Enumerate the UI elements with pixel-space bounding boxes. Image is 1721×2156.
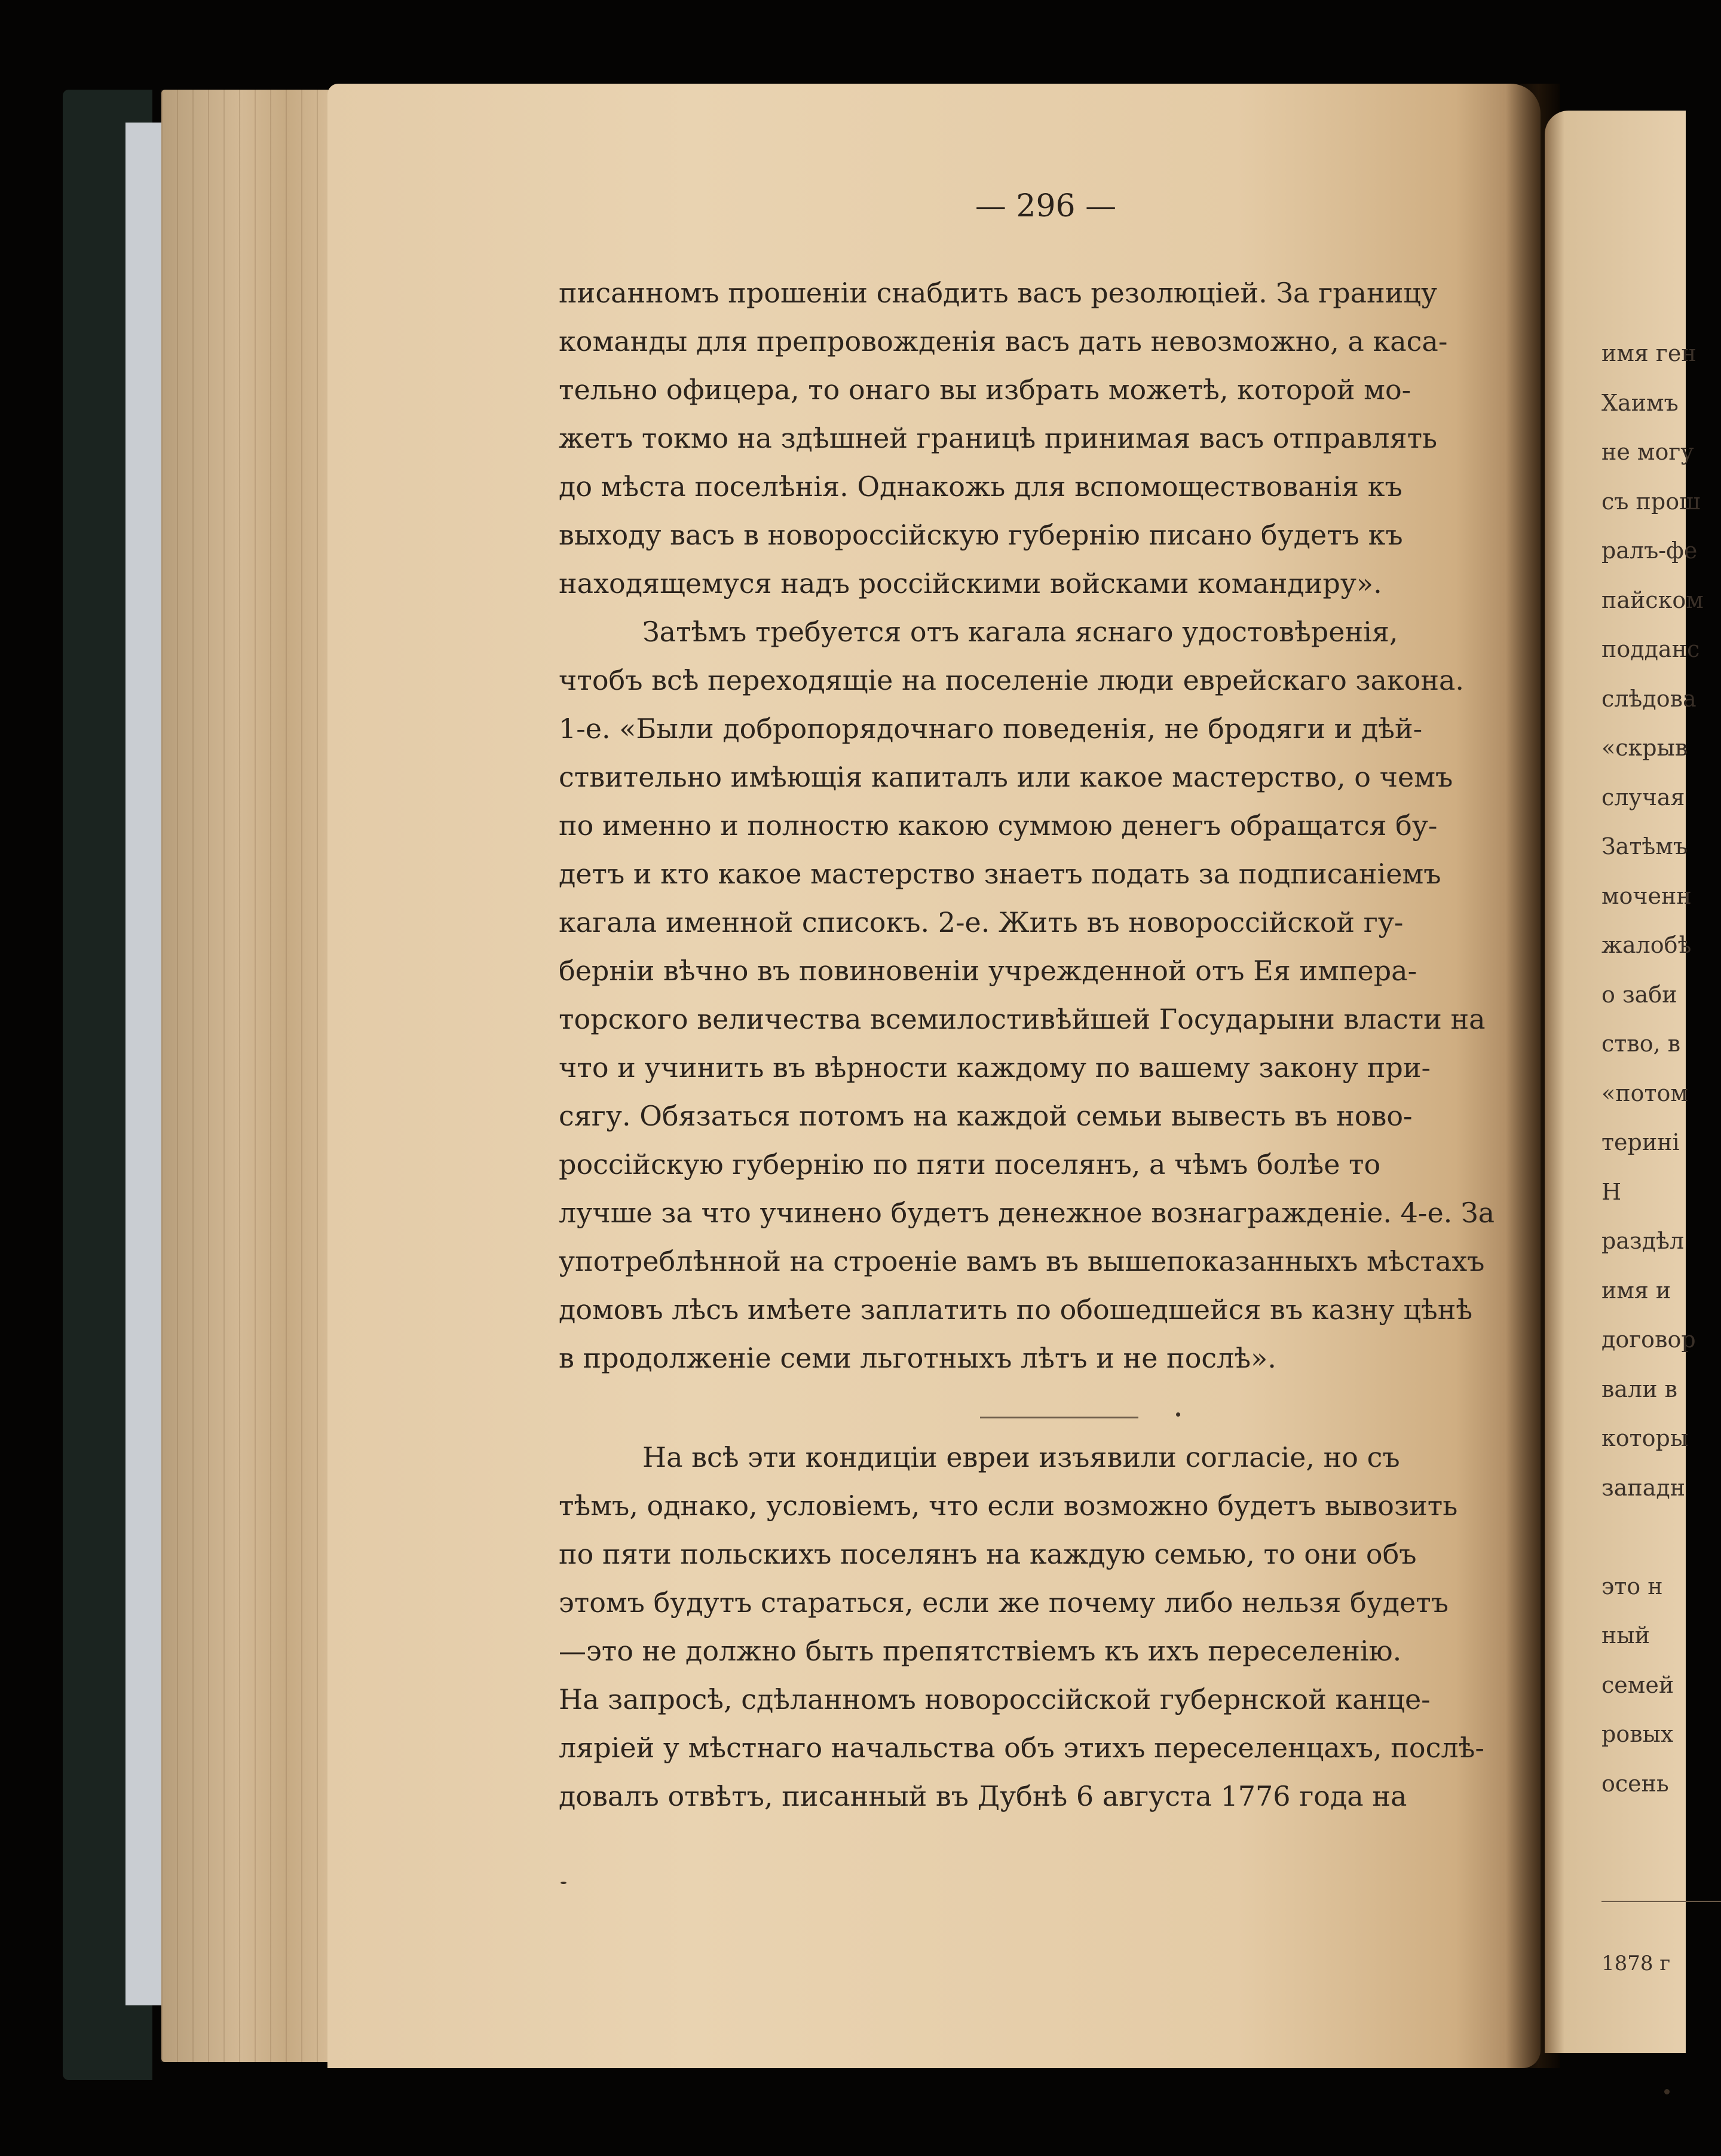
text-line: команды для препровожденія васъ дать невозможно, а каса-: [559, 325, 1448, 357]
right-page-line: ный: [1601, 1622, 1650, 1649]
right-page-line: жалобѣ: [1601, 932, 1692, 958]
text-line: торского величества всемилостивѣйшей Государыни власти на: [559, 1003, 1486, 1035]
right-page-line: осень: [1601, 1770, 1669, 1797]
right-page-text: [1601, 329, 1721, 1808]
text-line: лучше за что учинено будетъ денежное вознагражденіе. 4-е. За: [559, 1197, 1495, 1229]
right-page-line: слѣдова: [1601, 685, 1696, 712]
right-page-line: [1601, 1512, 1721, 1562]
text-line: Затѣмъ требуется отъ кагала яснаго удостовѣренія,: [642, 616, 1398, 648]
right-page-line: ралъ-фе: [1601, 537, 1698, 564]
right-page-line: семей: [1601, 1671, 1674, 1698]
text-line: в продолженіе семи льготныхъ лѣтъ и не послѣ».: [559, 1342, 1276, 1374]
text-line: жетъ токмо на здѣшней границѣ принимая васъ отправлять: [559, 422, 1438, 454]
footnote-rule: [1601, 1901, 1721, 1902]
paper-speck: [1176, 1412, 1180, 1417]
text-line: сягу. Обязаться потомъ на каждой семьи вывесть въ ново-: [559, 1100, 1413, 1132]
right-page-line: западн: [1601, 1474, 1686, 1501]
text-line: ляріей у мѣстнаго начальства объ этихъ переселенцахъ, послѣ-: [559, 1732, 1484, 1764]
right-page-line: раздѣл: [1601, 1228, 1685, 1254]
text-line: На всѣ эти кондиціи евреи изъявили согласіе, но съ: [642, 1441, 1400, 1473]
right-page-line: пайском: [1601, 586, 1704, 613]
right-page-line: «скрыв: [1601, 735, 1688, 761]
paragraph-3: [559, 1433, 1506, 1821]
right-page-line: о заби: [1601, 981, 1677, 1008]
right-page-line: которы: [1601, 1425, 1689, 1451]
right-page-line: моченн: [1601, 882, 1692, 909]
right-page-line: подданс: [1601, 636, 1700, 662]
text-line: выходу васъ в новороссійскую губернію писано будетъ къ: [559, 519, 1403, 551]
text-line: На запросѣ, сдѣланномъ новороссійской губернской канце-: [559, 1683, 1431, 1715]
right-page-line: имя и: [1601, 1277, 1671, 1304]
text-line: по именно и полностю какою суммою денегъ обращатся бу-: [559, 809, 1438, 842]
text-line: тельно офицера, то онаго вы избрать можетѣ, которой мо-: [559, 374, 1411, 406]
right-page-line: Затѣмъ: [1601, 833, 1688, 860]
right-page-line: это н: [1601, 1573, 1663, 1600]
text-line: находящемуся надъ россійскими войсками командиру».: [559, 567, 1382, 600]
right-page-line: съ прош: [1601, 488, 1701, 515]
right-page-line: ровых: [1601, 1721, 1674, 1747]
page-edge-lines: [161, 90, 341, 2062]
text-line: этомъ будутъ стараться, если же почему либо нельзя будетъ: [559, 1586, 1449, 1619]
text-line: ствительно имѣющія капиталъ или какое мастерство, о чемъ: [559, 761, 1453, 793]
text-line: довалъ отвѣтъ, писанный въ Дубнѣ 6 августа 1776 года на: [559, 1780, 1407, 1812]
page-number: — 296 —: [975, 188, 1117, 224]
text-line: —это не должно быть препятствіемъ къ ихъ переселенію.: [559, 1635, 1402, 1667]
text-line: россійскую губернію по пяти поселянъ, а чѣмъ болѣе то: [559, 1148, 1381, 1181]
right-page-line: «потом: [1601, 1079, 1688, 1106]
text-line: чтобъ всѣ переходящіе на поселеніе люди еврейскаго закона.: [559, 664, 1465, 696]
text-line: что и учинить въ вѣрности каждому по вашему закону при-: [559, 1051, 1431, 1084]
text-line: детъ и кто какое мастерство знаетъ подать за подписаніемъ: [559, 858, 1441, 890]
paragraph-1: [559, 269, 1506, 608]
right-page: [1545, 111, 1704, 2053]
right-page-line: вали в: [1601, 1375, 1677, 1402]
right-page-line: Хаимъ: [1601, 389, 1679, 416]
paper-speck: [561, 1882, 566, 1884]
text-line: писанномъ прошеніи снабдить васъ резолюціей. За границу: [559, 277, 1438, 309]
right-page-line: имя ген: [1601, 340, 1696, 366]
right-page-line: не могу: [1601, 439, 1694, 465]
right-page-footnote: 1878 г: [1601, 1952, 1671, 1975]
right-page-line: ство, в: [1601, 1030, 1681, 1057]
text-line: домовъ лѣсъ имѣете заплатить по обошедшейся въ казну цѣнѣ: [559, 1293, 1473, 1326]
text-line: берніи вѣчно въ повиновеніи учрежденной отъ Ея импера-: [559, 955, 1417, 987]
text-line: 1-е. «Были добропорядочнаго поведенія, не бродяги и дѣй-: [559, 712, 1423, 745]
text-line: до мѣста поселѣнія. Однакожь для вспомоществованія къ: [559, 470, 1402, 503]
right-page-line: договор: [1601, 1326, 1696, 1353]
text-line: употреблѣнной на строеніе вамъ въ вышепоказанныхъ мѣстахъ: [559, 1245, 1485, 1277]
right-page-line: случая: [1601, 784, 1685, 811]
text-line: тѣмъ, однако, условіемъ, что если возможно будетъ вывозить: [559, 1490, 1458, 1522]
right-page-line: Н: [1601, 1178, 1622, 1205]
paper-speck: [1664, 2089, 1670, 2094]
text-line: кагала именной списокъ. 2-е. Жить въ новороссійской гу-: [559, 906, 1404, 938]
body-text: [559, 269, 1506, 1821]
right-page-line: терині: [1601, 1129, 1680, 1155]
section-divider: [980, 1417, 1138, 1418]
text-line: по пяти польскихъ поселянъ на каждую семью, то они объ: [559, 1538, 1417, 1570]
paragraph-2: [559, 608, 1506, 1383]
